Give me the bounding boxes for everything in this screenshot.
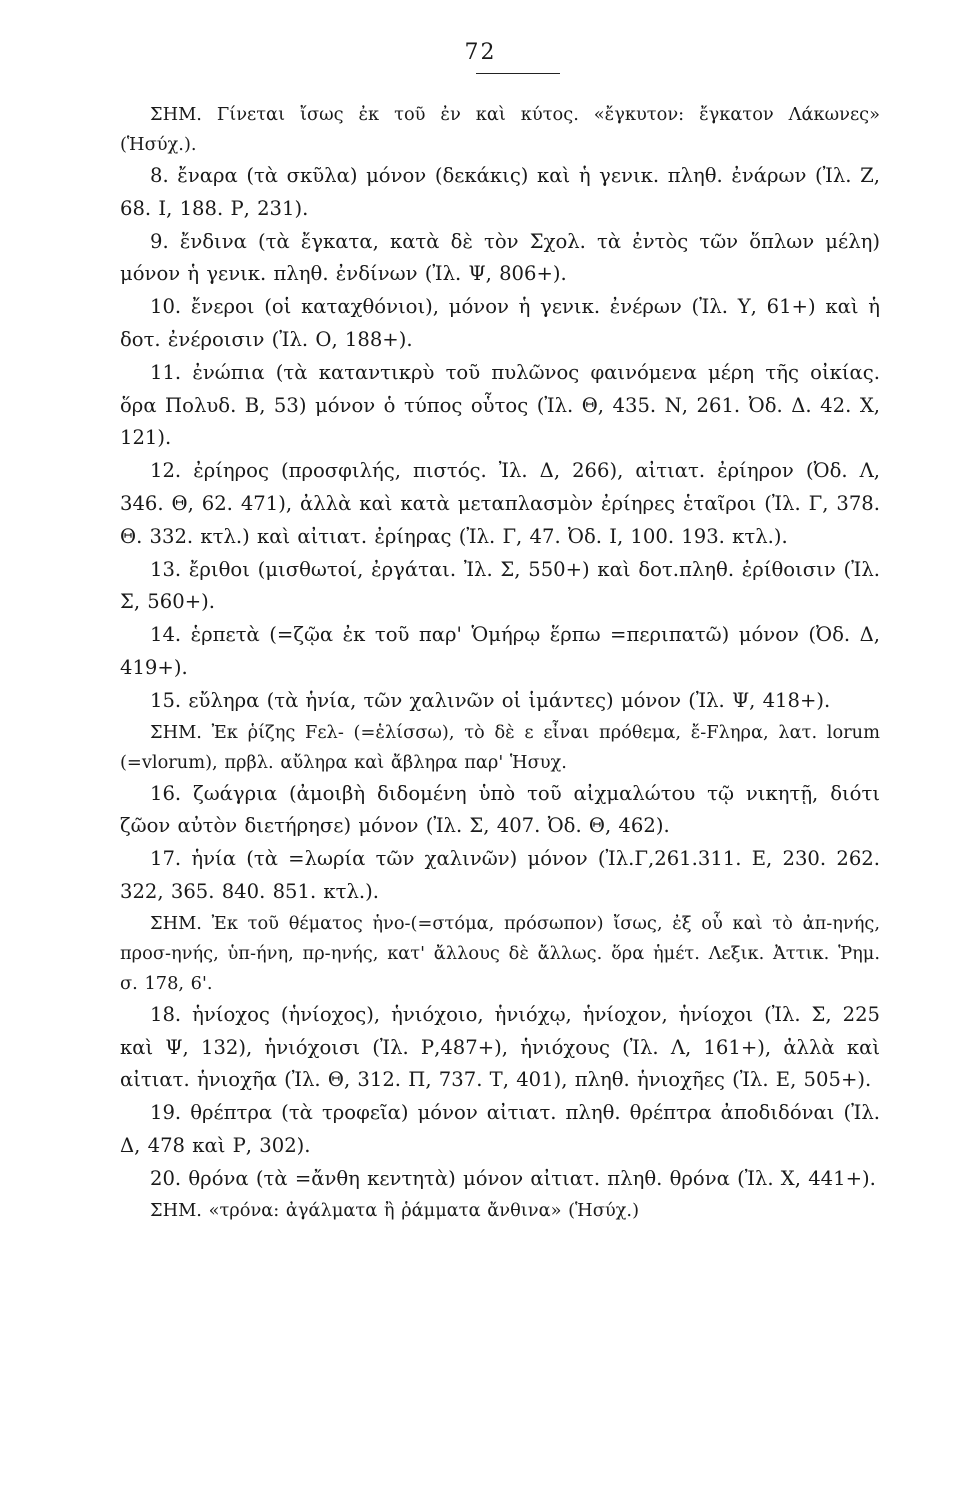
page-body [120, 100, 880, 1226]
entry-paragraph: 20. θρόνα (τὰ =ἄνθη κεντητὰ) μόνον αἰτιατ. πληθ. θρόνα (Ἰλ. Χ, 441+). [150, 1166, 876, 1190]
entry-paragraph: 16. ζωάγρια (ἀμοιβὴ διδομένη ὑπὸ τοῦ αἰχμαλώτου τῷ νικητῇ, διότι ζῶον αὐτὸν διετήρησε) μόνον (Ἰλ. Σ, 407. Ὀδ. Θ, 462). [120, 781, 880, 838]
entry-paragraph: 12. ἐρίηρος (προσφιλής, πιστός. Ἰλ. Δ, 266), αἰτιατ. ἐρίηρον (Ὀδ. Λ, 346. Θ, 62. 471), ἀλλὰ καὶ κατὰ μεταπλασμὸν ἐρίηρες ἑταῖροι (Ἰλ. Γ, 378. Θ. 332. κτλ.) καὶ αἰτιατ. ἐρίηρας (Ἰλ. Γ, 47. Ὀδ. Ι, 100. 193. κτλ.). [120, 459, 880, 548]
entry-paragraph: 15. εὔληρα (τὰ ἡνία, τῶν χαλινῶν οἱ ἱμάντες) μόνον (Ἰλ. Ψ, 418+). [150, 688, 831, 712]
page-number: 72 [464, 40, 497, 65]
entry-paragraph: 10. ἔνεροι (οἱ καταχθόνιοι), μόνον ἡ γενικ. ἐνέρων (Ἰλ. Υ, 61+) καὶ ἡ δοτ. ἐνέροισιν (Ἰλ. Ο, 188+). [120, 295, 880, 351]
entry-paragraph: 18. ἡνίοχος (ἡνίοχος), ἡνιόχοιο, ἡνιόχῳ, ἡνίοχον, ἡνίοχοι (Ἰλ. Σ, 225 καὶ Ψ, 132), ἡνιόχοισι (Ἰλ. Ρ,487+), ἡνιόχους (Ἰλ. Λ, 161+), ἀλλὰ καὶ αἰτιατ. ἡνιοχῆα (Ἰλ. Θ, 312. Π, 737. Τ, 401), πληθ. ἡνιοχῆες (Ἰλ. Ε, 505+). [120, 1002, 880, 1092]
page-number-rule [476, 73, 560, 74]
note-paragraph: ΣΗΜ. Ἐκ τοῦ θέματος ἡνο-(=στόμα, πρόσωπον) ἴσως, ἐξ οὗ καὶ τὸ ἀπ-ηνής, προσ-ηνής, ὑπ-ήνη, πρ-ηνής, κατ' ἄλλους δὲ ἄλλως. ὅρα ἡμέτ. Λεξικ. Ἀττικ. Ῥημ. σ. 178, 6'. [120, 912, 880, 994]
note-paragraph: ΣΗΜ. Ἐκ ῥίζης Fελ- (=ἑλίσσω), τὸ δὲ ε εἶναι πρόθεμα, ἔ-Fληρα, λατ. lorum (=vlorum), πρβλ. αὔληρα καὶ ἄβληρα παρ' Ἡσυχ. [120, 721, 880, 773]
entry-paragraph: 14. ἑρπετὰ (=ζῷα ἐκ τοῦ παρ' Ὁμήρῳ ἕρπω =περιπατῶ) μόνον (Ὀδ. Δ, 419+). [120, 623, 880, 679]
entry-paragraph: 13. ἔριθοι (μισθωτοί, ἐργάται. Ἰλ. Σ, 550+) καὶ δοτ.πληθ. ἐρίθοισιν (Ἰλ. Σ, 560+). [120, 557, 880, 614]
entry-paragraph: 17. ἡνία (τὰ =λωρία τῶν χαλινῶν) μόνον (Ἰλ.Γ,261.311. Ε, 230. 262. 322, 365. 840. 851. κτλ.). [120, 847, 880, 903]
entry-paragraph: 9. ἔνδινα (τὰ ἔγκατα, κατὰ δὲ τὸν Σχολ. τὰ ἐντὸς τῶν ὅπλων μέλη) μόνον ἡ γενικ. πληθ. ἐνδίνων (Ἰλ. Ψ, 806+). [120, 229, 880, 286]
note-paragraph: ΣΗΜ. Γίνεται ἴσως ἐκ τοῦ ἐν καὶ κύτος. «ἔγκυτον: ἔγκατον Λάκωνες» (Ἡσύχ.). [120, 104, 880, 155]
note-paragraph: ΣΗΜ. «τρόνα: ἀγάλματα ἢ ῥάμματα ἄνθινα» (Ἡσύχ.) [150, 1199, 640, 1221]
entry-paragraph: 8. ἔναρα (τὰ σκῦλα) μόνον (δεκάκις) καὶ ἡ γενικ. πληθ. ἐνάρων (Ἰλ. Ζ, 68. Ι, 188. Ρ, 231). [120, 164, 880, 220]
entry-paragraph: 11. ἐνώπια (τὰ καταντικρὺ τοῦ πυλῶνος φαινόμενα μέρη τῆς οἰκίας. ὅρα Πολυδ. Β, 53) μόνον ὁ τύπος οὗτος (Ἰλ. Θ, 435. Ν, 261. Ὀδ. Δ. 42. Χ, 121). [120, 360, 880, 450]
entry-paragraph: 19. θρέπτρα (τὰ τροφεῖα) μόνον αἰτιατ. πληθ. θρέπτρα ἀποδιδόναι (Ἰλ. Δ, 478 καὶ Ρ, 302). [120, 1101, 880, 1157]
